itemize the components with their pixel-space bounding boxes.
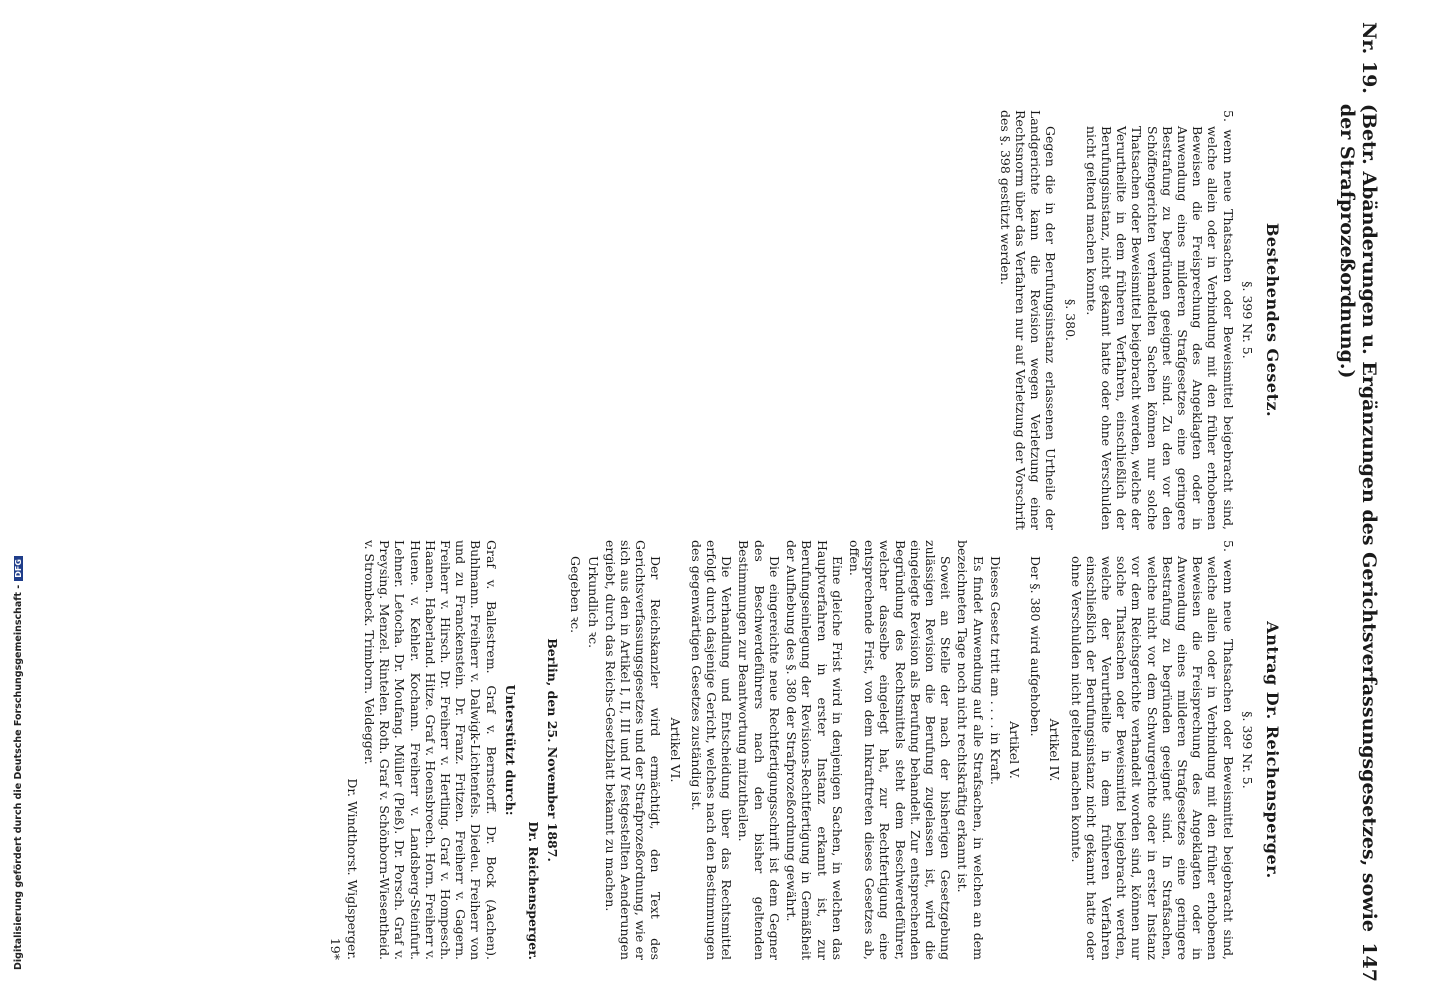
- left-column-existing-law: [996, 110, 1280, 530]
- sheet-footnote: 19*: [327, 937, 343, 960]
- right-section-399-text: 5. wenn neue Thatsachen oder Beweismittel beigebracht sind, welche allein oder in Verbindung mit den früher erhobenen Beweisen die Freisprechung des Angeklagten oder in Anwendung eines milderen Strafgesetzes eine geringere Bestrafung zu begründen geeignet sind. In Strafsachen, welche nicht vor dem Schwurgerichte oder in erster Instanz vor dem Reichsgerichte verhandelt worden sind, können nur solche Thatsachen oder Beweismittel beigebracht werden, welche der Verurtheilte in dem früheren Verfahren einschließlich der Berufungsinstanz nicht gekannt hatte oder ohne Verschulden nicht geltend machen konnte.: [1068, 540, 1236, 960]
- article-4-title: Artikel IV.: [1047, 718, 1063, 782]
- article-5-paragraph: Eine gleiche Frist wird in denjenigen Sachen, in welchen das Hauptverfahren in erster Instanz erkannt ist, zur Berufungseinlegung der Revisions-Rechtfertigung in Gemäßheit der Aufhebung des §. 380 der Strafprozeßordnung gewährt.: [784, 540, 845, 960]
- article-5-paragraph: Die Verhandlung und Entscheidung über das Rechtsmittel erfolgt durch dasjenige Gericht, welches nach den Bestimmungen des gegenwärtigen Gesetzes zuständig ist.: [688, 540, 735, 960]
- closing-gegeben: Gegeben ꝛc.: [568, 556, 584, 634]
- left-section-380-text: Gegen die in der Berufungsinstanz erlassenen Urtheile der Landgerichte kann die Revision wegen Verletzung einer Rechtsnorm über das Verfahren nur auf Verletzung der Vorschrift des §. 398 gestützt werden.: [997, 110, 1059, 530]
- article-4-text: Der §. 380 wird aufgehoben.: [1028, 556, 1044, 737]
- dfg-logo: DFG: [14, 556, 23, 581]
- signature: Dr. Reichensperger.: [526, 821, 542, 960]
- left-section-380-title: §. 380.: [1062, 298, 1078, 342]
- article-5-title: Artikel V.: [1006, 721, 1022, 779]
- closing-urkundlich: Urkundlich ꝛc.: [585, 556, 601, 649]
- article-6-title: Artikel VI.: [667, 717, 683, 783]
- document-number: Nr. 19.: [1358, 22, 1380, 94]
- right-column-motion: [325, 540, 1280, 960]
- left-heading: Bestehendes Gesetz.: [1263, 222, 1282, 418]
- supported-by-heading: Unterstützt durch:: [502, 684, 518, 816]
- article-5-paragraph: Soweit an Stelle der nach der bisherigen Gesetzgebung zulässigen Revision die Berufung zugelassen ist, wird die eingelegte Revision als Berufung behandelt. Zur entsprechenden Begründung des Rechtsmittels steht dem Beschwerdeführer, welcher dasselbe eingelegt hat, zur Rechtfertigung eine entsprechende Frist, von dem Inkrafttreten dieses Gesetzes ab, offen.: [846, 540, 954, 960]
- page-number: 147: [1358, 942, 1380, 982]
- right-heading: Antrag Dr. Reichensperger.: [1263, 621, 1282, 879]
- header-title: (Betr. Abänderungen u. Ergänzungen des Gerichtsverfassungsgesetzes, sowie der Strafprozeßordnung.): [1336, 103, 1380, 932]
- right-section-399-title: §. 399 Nr. 5.: [1239, 711, 1255, 789]
- article-6-text: Der Reichskanzler wird ermächtigt, den Text des Gerichtsverfassungsgesetzes und der Strafprozeßordnung, wie er sich aus den in Artikel I, II, III und IV festgestellten Aenderungen ergiebt, durch das Reichs-Gesetzblatt bekannt zu machen.: [602, 540, 664, 960]
- supporters-last-line: Dr. Windthorst. Wiglsperger.: [344, 778, 360, 960]
- article-5-paragraph: Dieses Gesetz tritt am . . . . in Kraft.: [987, 556, 1003, 785]
- left-section-399-text: 5. wenn neue Thatsachen oder Beweismittel beigebracht sind, welche allein oder in Verbindung mit den früher erhobenen Beweisen die Freisprechung des Angeklagten oder in Anwendung eines milderen Strafgesetzes eine geringere Bestrafung zu begründen geeignet sind. Zu den vor den Schöffengerichten verhandelten Sachen können nur solche Thatsachen oder Beweismittel beigebracht werden, welche der Verurtheilte in dem früheren Verfahren, einschließlich der Berufungsinstanz, nicht gekannt hatte oder ohne Verschulden nicht geltend machen konnte.: [1083, 110, 1236, 530]
- article-5-paragraph: Es findet Anwendung auf alle Strafsachen, in welchen an dem bezeichneten Tage noch nicht rechtskräftig erkannt ist.: [955, 540, 986, 960]
- date-line: Berlin, den 25. November 1887.: [545, 638, 561, 862]
- article-5-paragraph: Die eingereichte neue Rechtfertigungsschrift ist dem Gegner des Beschwerdeführers nach den bisher geltenden Bestimmungen zur Beantwortung mitzutheilen.: [736, 540, 782, 960]
- supporters-list: Graf v. Ballestrem. Graf v. Bernstorff. Dr. Bock (Aachen). Buhlmann. Freiherr v. Dalwigk-Lichtenfels. Diedeu. Freiherr von und zu Franckenstein. Dr. Franz. Fritzen. Freiherr v. Gagern. Freiherr v. Hirsch. Dr. Freiherr v. Hertling. Graf v. Hompesch. Haanen. Haberland. Hitze. Graf v. Hoensbroech. Horn. Freiherr v. Huene. v. Kehler. Kochann. Freiherr v. Landsberg-Steinfurt. Lehner. Letocha. Dr. Moufang. Müller (Pleß). Dr. Porsch. Graf v. Preysing. Menzel. Rintelen. Roth. Graf v. Schönborn-Wiesentheid. v. Strombeck. Trimborn. Veldegger.: [362, 540, 499, 960]
- page-header: [1336, 22, 1380, 982]
- left-section-399-title: §. 399 Nr. 5.: [1239, 281, 1255, 359]
- digitization-text: Digitalisierung gefördert durch die Deutsche Forschungsgemeinschaft -: [13, 584, 24, 970]
